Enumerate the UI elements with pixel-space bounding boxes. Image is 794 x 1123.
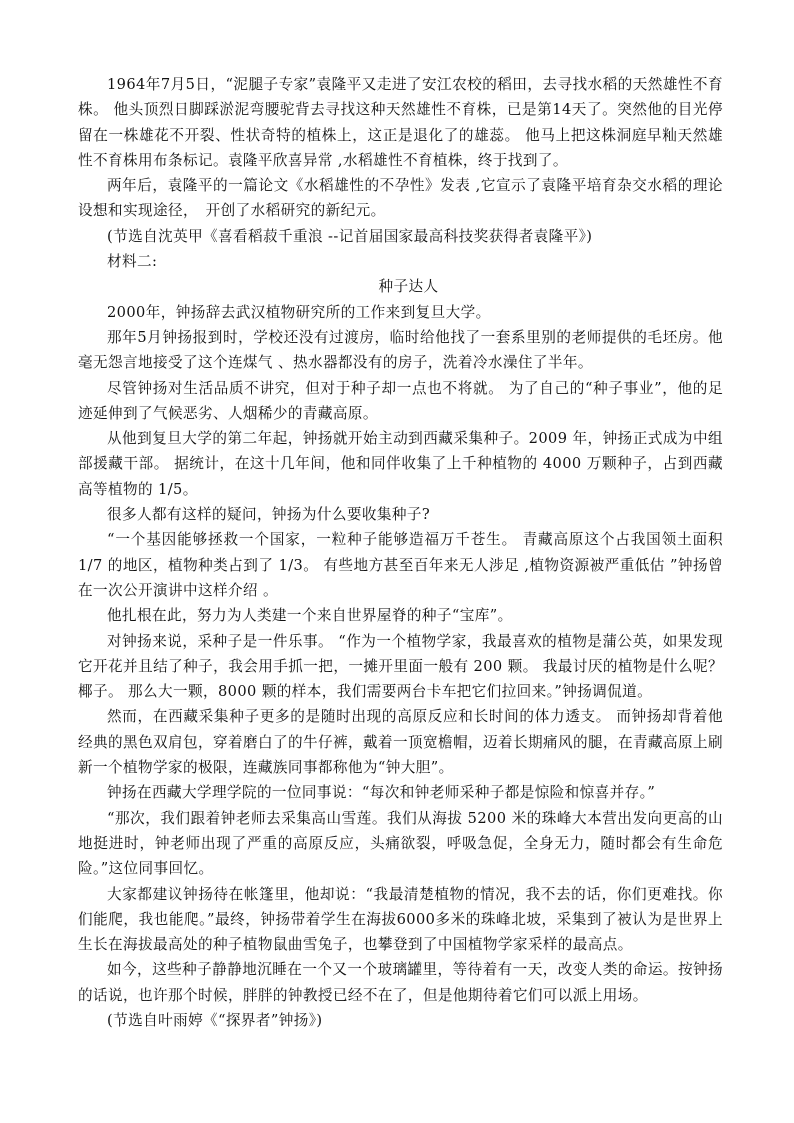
body-paragraph: 从他到复旦大学的第二年起，钟扬就开始主动到西藏采集种子。2009 年，钟扬正式成为中组部援藏干部。 据统计，在这十几年间，他和同伴收集了上千种植物的 4000 万颗种子，占到西藏高等植物的 1/5。	[78, 430, 723, 498]
body-paragraph: 1964年7月5日，“泥腿子专家”袁隆平又走进了安江农校的稻田，去寻找水稻的天然雄性不育株。 他头顶烈日脚踩淤泥弯腰驼背去寻找这种天然雄性不育株，已是第14天了。突然他的目光停留在一株雄花不开裂、性状奇特的植株上，这正是退化了的雄蕊。 他马上把这株洞庭早籼天然雄性不育株用布条标记。袁隆平欣喜异常 ,水稻雄性不育植株，终于找到了。	[78, 76, 723, 169]
body-paragraph: 如今，这些种子静静地沉睡在一个又一个玻璃罐里，等待着有一天，改变人类的命运。按钟扬的话说，也许那个时候，胖胖的钟教授已经不在了，但是他期待着它们可以派上用场。	[78, 961, 723, 1004]
body-paragraph: 大家都建议钟扬待在帐篷里，他却说：“我最清楚植物的情况，我不去的话，你们更难找。你们能爬，我也能爬。”最终，钟扬带着学生在海拔6000多米的珠峰北坡，采集到了被认为是世界上生长在海拔最高处的种子植物鼠曲雪兔子，也攀登到了中国植物学家采样的最高点。	[78, 885, 723, 954]
body-paragraph: 钟扬在西藏大学理学院的一位同事说：“每次和钟老师采种子都是惊险和惊喜并存。”	[107, 784, 656, 802]
body-paragraph: 然而，在西藏采集种子更多的是随时出现的高原反应和长时间的体力透支。 而钟扬却背着他经典的黑色双肩包，穿着磨白了的牛仔裤，戴着一顶宽檐帽，迈着长期痛风的腿，在青藏高原上刷新一个植物学家的极限，连藏族同事都称他为“钟大胆”。	[78, 708, 723, 777]
source-citation: (节选自叶雨婷《“探界者”钟扬》)	[107, 1011, 323, 1029]
body-paragraph: 他扎根在此，努力为人类建一个来自世界屋脊的种子“宝库”。	[107, 607, 513, 625]
body-paragraph: 两年后，袁隆平的一篇论文《水稻雄性的不孕性》发表 ,它宣示了袁隆平培育杂交水稻的理论设想和实现途径， 开创了水稻研究的新纪元。	[78, 177, 723, 220]
body-paragraph: 尽管钟扬对生活品质不讲究，但对于种子却一点也不将就。 为了自己的“种子事业”，他的足迹延伸到了气候恶劣、人烟稀少的青藏高原。	[78, 379, 723, 422]
source-citation: (节选自沈英甲《喜看稻菽千重浪 --记首届国家最高科技奖获得者袁隆平》)	[107, 227, 593, 245]
body-paragraph: “那次，我们跟着钟老师去采集高山雪莲。我们从海拔 5200 米的珠峰大本营出发向更高的山地挺进时，钟老师出现了严重的高原反应，头痛欲裂，呼吸急促，全身无力，随时都会有生命危险。”这位同事回忆。	[78, 809, 723, 878]
body-paragraph: 那年5月钟扬报到时，学校还没有过渡房，临时给他找了一套系里别的老师提供的毛坯房。他毫无怨言地接受了这个连煤气 、热水器都没有的房子，洗着冷水澡住了半年。	[78, 328, 723, 372]
article-title: 种子达人	[378, 278, 439, 296]
body-paragraph: 对钟扬来说，采种子是一件乐事。 “作为一个植物学家，我最喜欢的植物是蒲公英，如果发现它开花并且结了种子，我会用手抓一把，一摊开里面一般有 200 颗。 我最讨厌的植物是什么呢？椰子。 那么大一颗，8000 颗的样本，我们需要两台卡车把它们拉回来。”钟扬调侃道。	[78, 632, 723, 701]
body-paragraph: “一个基因能够拯救一个国家，一粒种子能够造福万千苍生。 青藏高原这个占我国领土面积 1/7 的地区，植物种类占到了 1/3。 有些地方甚至百年来无人涉足 ,植物资源被严重低估 ”钟扬曾在一次公开演讲中这样介绍 。	[78, 531, 723, 599]
document-page	[78, 72, 723, 1033]
body-paragraph: 2000年，钟扬辞去武汉植物研究所的工作来到复旦大学。	[107, 303, 491, 321]
body-paragraph: 很多人都有这样的疑问，钟扬为什么要收集种子?	[107, 506, 431, 524]
material-label: 材料二:	[107, 253, 158, 271]
